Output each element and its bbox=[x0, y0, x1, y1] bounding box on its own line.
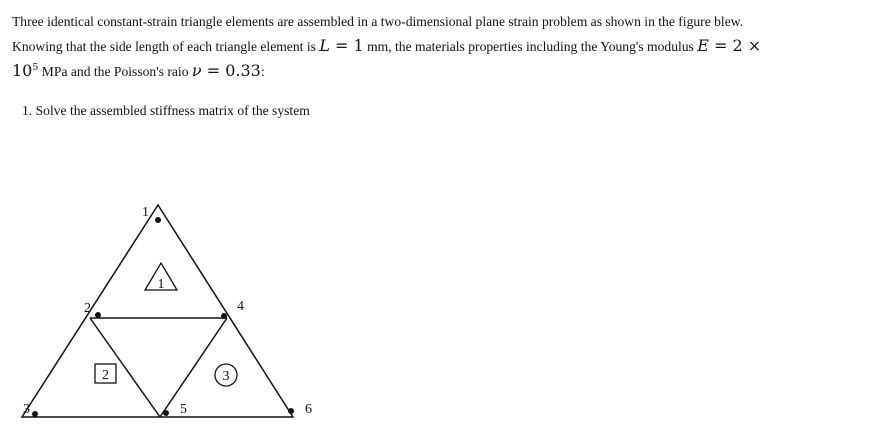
node-3-dot bbox=[32, 411, 38, 417]
mesh-edges bbox=[22, 205, 293, 417]
question-item-1: 1. Solve the assembled stiffness matrix of the system bbox=[22, 103, 310, 118]
element-2-label: 2 bbox=[102, 368, 109, 383]
node-2-label: 2 bbox=[84, 301, 91, 316]
modulus-value: = 2 × bbox=[708, 36, 762, 55]
problem-line-2-text-a: Knowing that the side length of each triangle element is bbox=[12, 39, 320, 54]
problem-line-2-text-b: mm, the materials properties including the Young's modulus bbox=[363, 39, 698, 54]
element-1-label: 1 bbox=[157, 277, 165, 292]
problem-line-3-text-b: : bbox=[260, 64, 265, 79]
node-dots bbox=[32, 217, 294, 417]
element-3-label: 3 bbox=[222, 369, 230, 384]
node-4-label: 4 bbox=[237, 299, 244, 314]
poisson-symbol: ν bbox=[191, 61, 202, 80]
problem-line-1: Three identical constant-strain triangle elements are assembled in a two-dimensional plane strain problem as shown in the figure blew. bbox=[12, 14, 744, 29]
element-3-left-edge bbox=[160, 318, 227, 417]
modulus-power-base: 10 bbox=[12, 61, 33, 80]
modulus-power-exponent: 5 bbox=[32, 62, 39, 73]
element-2-right-edge bbox=[90, 318, 160, 417]
node-6-dot bbox=[288, 408, 294, 414]
node-1-dot bbox=[155, 217, 161, 223]
node-1-label: 1 bbox=[142, 205, 149, 220]
node-5-dot bbox=[163, 410, 169, 416]
node-5-label: 5 bbox=[180, 402, 187, 417]
node-2-dot bbox=[95, 312, 101, 318]
modulus-symbol: E bbox=[697, 36, 709, 55]
problem-line-3-text-a: MPa and the Poisson's raio bbox=[38, 64, 192, 79]
length-value: = 1 bbox=[329, 36, 364, 55]
length-symbol: L bbox=[319, 36, 330, 55]
node-4-dot bbox=[221, 313, 227, 319]
poisson-value: = 0.33 bbox=[201, 61, 261, 80]
node-6-label: 6 bbox=[305, 402, 312, 417]
outer-triangle-edge bbox=[22, 205, 293, 417]
node-3-label: 3 bbox=[23, 402, 30, 417]
